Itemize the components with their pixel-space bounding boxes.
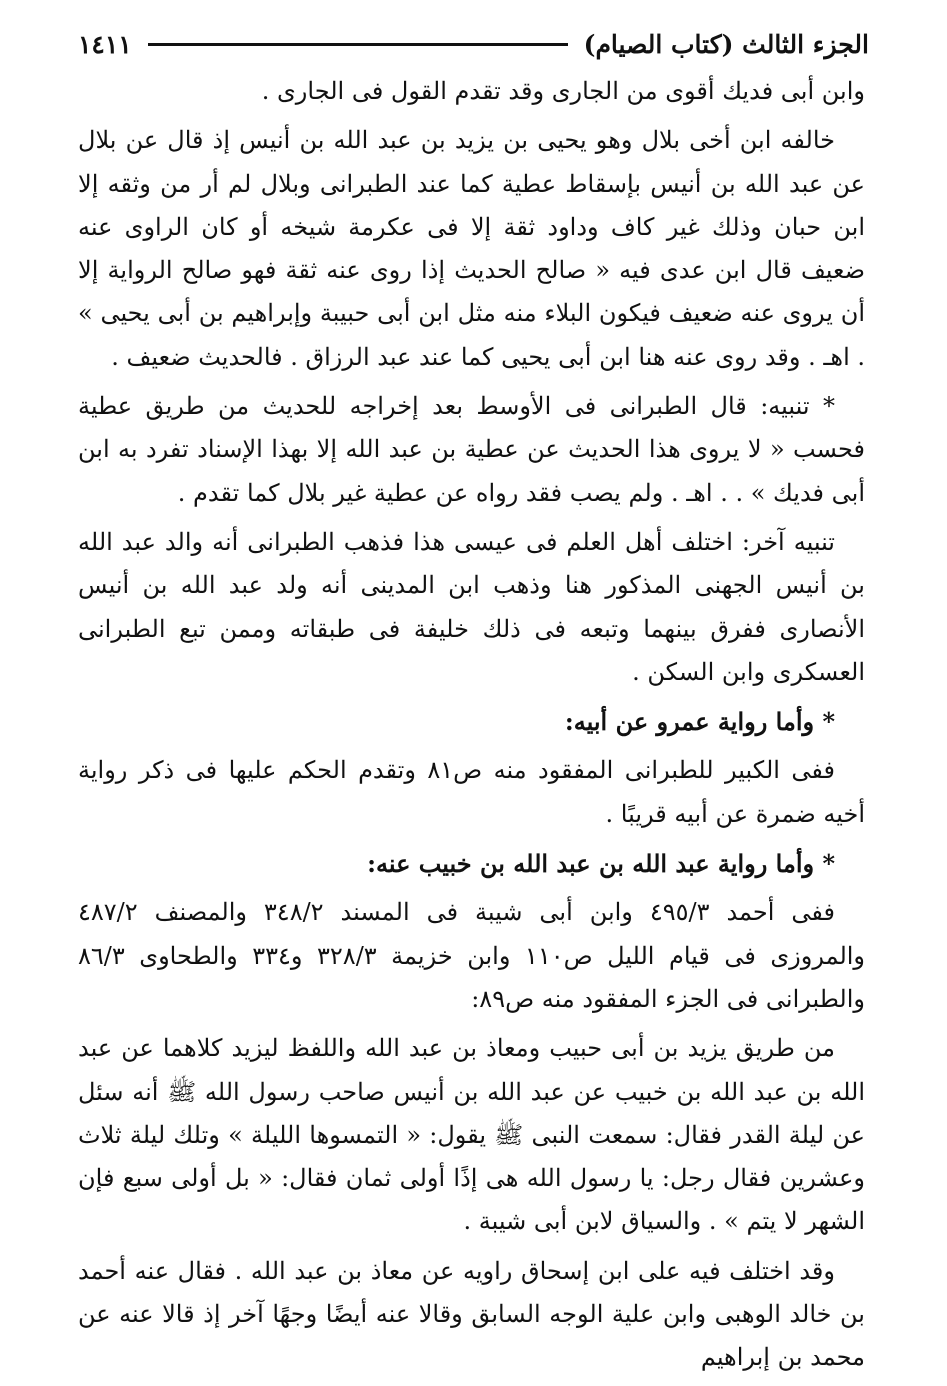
page-number: ١٤١١ — [78, 29, 132, 59]
header-rule — [148, 43, 568, 46]
paragraph: ففى أحمد ٤٩٥/٣ وابن أبى شيبة فى المسند ٣٤٨/٢ والمصنف ٤٨٧/٢ والمروزى فى قيام الليل ص١١٠ وابن خزيمة ٣٢٨/٣ و٣٣٤ والطحاوى ٨٦/٣ والطبرانى فى الجزء المفقود منه ص٨٩: — [78, 898, 866, 1013]
paragraph: وقد اختلف فيه على ابن إسحاق راويه عن معاذ بن عبد الله . فقال عنه أحمد بن خالد الوهبى وابن علية الوجه السابق وقالا عنه أيضًا وجهًا آخر إذ قالا عنه عن محمد بن إبراهيم — [78, 1256, 865, 1372]
section-heading: * وأما رواية عمرو عن أبيه: — [564, 707, 835, 737]
paragraph: من طريق يزيد بن أبى حبيب ومعاذ بن عبد الله واللفظ ليزيد كلاهما عن عبد الله بن عبد الله بن خبيب عن عبد الله بن أنيس صاحب رسول الله ﷺ أنه سئل عن ليلة القدر فقال: سمعت النبى ﷺ يقول: « التمسوها الليلة » وتلك ليلة ثلاث وعشرين فقال رجل: يا رسول الله هى إذًا أولى ثمان فقال: « بل أولى سبع فإن الشهر لا يتم » . والسياق لابن أبى شيبة . — [78, 1034, 865, 1236]
page-header — [78, 22, 869, 66]
paragraph: خالفه ابن أخى بلال وهو يحيى بن يزيد بن عبد الله بن أنيس إذ قال عن بلال عن عبد الله بن أنيس بإسقاط عطية كما عند الطبرانى وبلال لم أر من وثقه إلا ابن حبان وذلك غير كاف وداود ثقة إلا فى عكرمة شيخه أو كان الراوى عنه ضعيف قال ابن عدى فيه « صالح الحديث إذا روى عنه ثقة فهو صالح الرواية إلا أن يروى عنه ضعيف فيكون البلاء منه مثل ابن أبى حبيبة وإبراهيم بن أبى يحيى » . اهـ . وقد روى عنه هنا ابن أبى يحيى كما عند عبد الرزاق . فالحديث ضعيف . — [78, 126, 865, 371]
paragraph: * تنبيه: قال الطبرانى فى الأوسط بعد إخراجه للحديث من طريق عطية فحسب « لا يروى هذا الحديث عن عطية بن عبد الله إلا بهذا الإسناد تفرد به ابن أبى فديك » . . اهـ . ولم يصب فقد رواه عن عطية غير بلال كما تقدم . — [78, 392, 865, 507]
running-title: الجزء الثالث (كتاب الصيام) — [583, 29, 869, 59]
page-body — [78, 70, 865, 1386]
paragraph: تنبيه آخر: اختلف أهل العلم فى عيسى هذا فذهب الطبرانى أنه والد عبد الله بن أنيس الجهنى المذكور هنا وذهب ابن المدينى أنه ولد عبد الله بن أنيس الأنصارى ففرق بينهما وتبعه فى ذلك خليفة فى طبقاته وممن تبع الطبرانى العسكرى وابن السكن . — [78, 527, 865, 686]
section-heading: * وأما رواية عبد الله بن عبد الله بن خبيب عنه: — [367, 849, 835, 879]
paragraph: ففى الكبير للطبرانى المفقود منه ص٨١ وتقدم الحكم عليها فى ذكر رواية أخيه ضمرة عن أبيه قريبًا . — [78, 756, 865, 828]
paragraph: وابن أبى فديك أقوى من الجارى وقد تقدم القول فى الجارى . — [261, 77, 865, 105]
